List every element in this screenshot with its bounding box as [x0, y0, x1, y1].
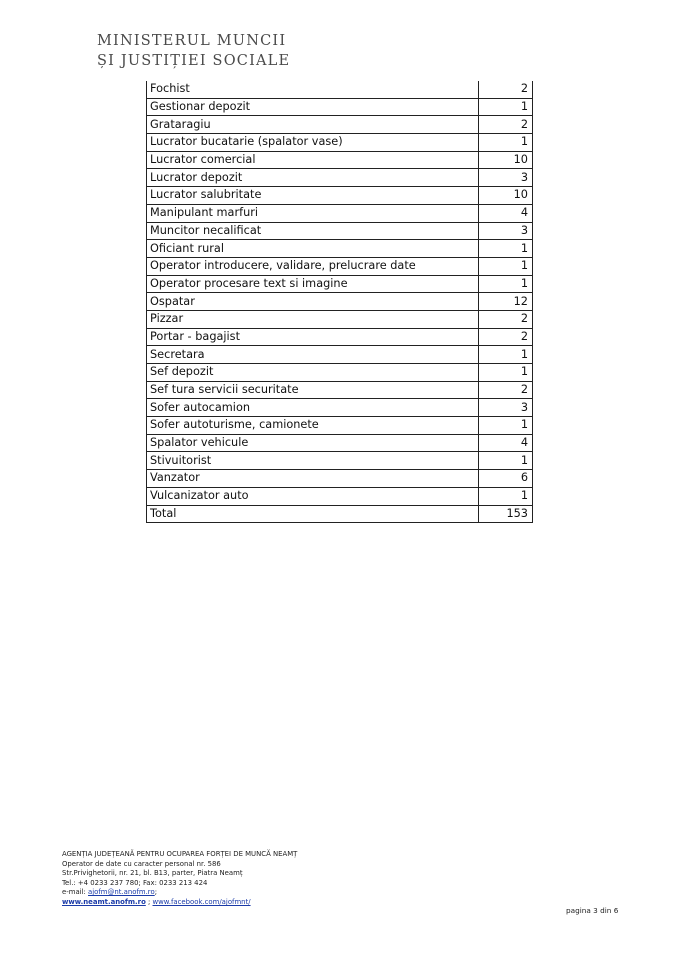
total-count: 153: [478, 505, 532, 523]
table-row: [147, 116, 533, 134]
table-row: [147, 204, 533, 222]
table-row: [147, 328, 533, 346]
ministry-name-line2: ȘI JUSTIȚIEI SOCIALE: [97, 53, 291, 69]
occupation-name: Sofer autocamion: [147, 399, 479, 417]
vacancy-count: 2: [478, 116, 532, 134]
table-row: [147, 293, 533, 311]
vacancy-count: 1: [478, 134, 532, 152]
occupation-name: Operator introducere, validare, prelucrare date: [147, 257, 479, 275]
table-row: [147, 364, 533, 382]
agency-phone: Tel.: +4 0233 237 780; Fax: 0233 213 424: [62, 878, 208, 887]
table-row: [147, 417, 533, 435]
occupation-name: Stivuitorist: [147, 452, 479, 470]
occupation-name: Secretara: [147, 346, 479, 364]
occupation-name: Lucrator salubritate: [147, 187, 479, 205]
operator-info: Operator de date cu caracter personal nr. 586: [62, 859, 221, 868]
vacancy-count: 1: [478, 417, 532, 435]
agency-name: AGENȚIA JUDEȚEANĂ PENTRU OCUPAREA FORȚEI DE MUNCĂ NEAMȚ: [62, 850, 298, 858]
vacancy-count: 1: [478, 257, 532, 275]
link-separator: ;: [145, 897, 153, 906]
occupation-name: Muncitor necalificat: [147, 222, 479, 240]
table-row: [147, 470, 533, 488]
table-row: [147, 134, 533, 152]
table-row: [147, 487, 533, 505]
occupation-name: Operator procesare text si imagine: [147, 275, 479, 293]
table-total-row: [147, 505, 533, 523]
occupation-name: Gestionar depozit: [147, 98, 479, 116]
occupation-name: Vulcanizator auto: [147, 487, 479, 505]
occupation-name: Ospatar: [147, 293, 479, 311]
occupation-name: Vanzator: [147, 470, 479, 488]
table-row: [147, 434, 533, 452]
occupation-name: Sef depozit: [147, 364, 479, 382]
occupation-name: Spalator vehicule: [147, 434, 479, 452]
occupation-name: Sef tura servicii securitate: [147, 381, 479, 399]
email-link[interactable]: ajofm@nt.anofm.ro: [88, 888, 155, 897]
occupation-name: Oficiant rural: [147, 240, 479, 258]
vacancy-count: 6: [478, 470, 532, 488]
table-row: [147, 240, 533, 258]
table-row: [147, 81, 533, 98]
occupations-table-container: [146, 81, 533, 523]
occupation-name: Lucrator depozit: [147, 169, 479, 187]
vacancy-count: 1: [478, 364, 532, 382]
vacancy-count: 1: [478, 452, 532, 470]
table-row: [147, 169, 533, 187]
agency-address: Str.Privighetorii, nr. 21, bl. B13, parter, Piatra Neamț: [62, 869, 243, 878]
occupation-name: Lucrator bucatarie (spalator vase): [147, 134, 479, 152]
vacancy-count: 1: [478, 346, 532, 364]
email-label: e-mail:: [62, 888, 89, 897]
occupation-name: Pizzar: [147, 310, 479, 328]
vacancy-count: 2: [478, 381, 532, 399]
total-label: Total: [147, 505, 479, 523]
facebook-link[interactable]: www.facebook.com/ajofmnt/: [152, 897, 251, 906]
table-row: [147, 275, 533, 293]
occupations-table-body: [147, 81, 533, 523]
vacancy-count: 10: [478, 187, 532, 205]
vacancy-count: 1: [478, 487, 532, 505]
table-row: [147, 346, 533, 364]
table-row: [147, 257, 533, 275]
occupation-name: Grataragiu: [147, 116, 479, 134]
vacancy-count: 10: [478, 151, 532, 169]
vacancy-count: 4: [478, 434, 532, 452]
vacancy-count: 2: [478, 328, 532, 346]
vacancy-count: 1: [478, 275, 532, 293]
occupation-name: Lucrator comercial: [147, 151, 479, 169]
vacancy-count: 12: [478, 293, 532, 311]
table-row: [147, 310, 533, 328]
ministry-name-line1: MINISTERUL MUNCII: [97, 33, 287, 49]
vacancy-count: 3: [478, 399, 532, 417]
email-line: [62, 888, 297, 898]
vacancy-count: 1: [478, 98, 532, 116]
table-row: [147, 222, 533, 240]
vacancy-count: 2: [478, 81, 532, 98]
table-row: [147, 187, 533, 205]
page-number: pagina 3 din 6: [566, 906, 619, 915]
vacancy-count: 3: [478, 169, 532, 187]
vacancy-count: 2: [478, 310, 532, 328]
table-row: [147, 151, 533, 169]
agency-footer: [62, 850, 297, 908]
website-link[interactable]: www.neamt.anofm.ro: [62, 897, 146, 906]
vacancy-count: 1: [478, 240, 532, 258]
web-links-line: [62, 898, 297, 908]
table-row: [147, 381, 533, 399]
vacancy-count: 3: [478, 222, 532, 240]
ministry-header: [97, 31, 290, 71]
email-suffix: ;: [154, 888, 158, 897]
table-row: [147, 399, 533, 417]
table-row: [147, 98, 533, 116]
vacancy-count: 4: [478, 204, 532, 222]
occupation-name: Manipulant marfuri: [147, 204, 479, 222]
occupations-table: [146, 81, 533, 523]
occupation-name: Sofer autoturisme, camionete: [147, 417, 479, 435]
occupation-name: Fochist: [147, 81, 479, 98]
table-row: [147, 452, 533, 470]
occupation-name: Portar - bagajist: [147, 328, 479, 346]
